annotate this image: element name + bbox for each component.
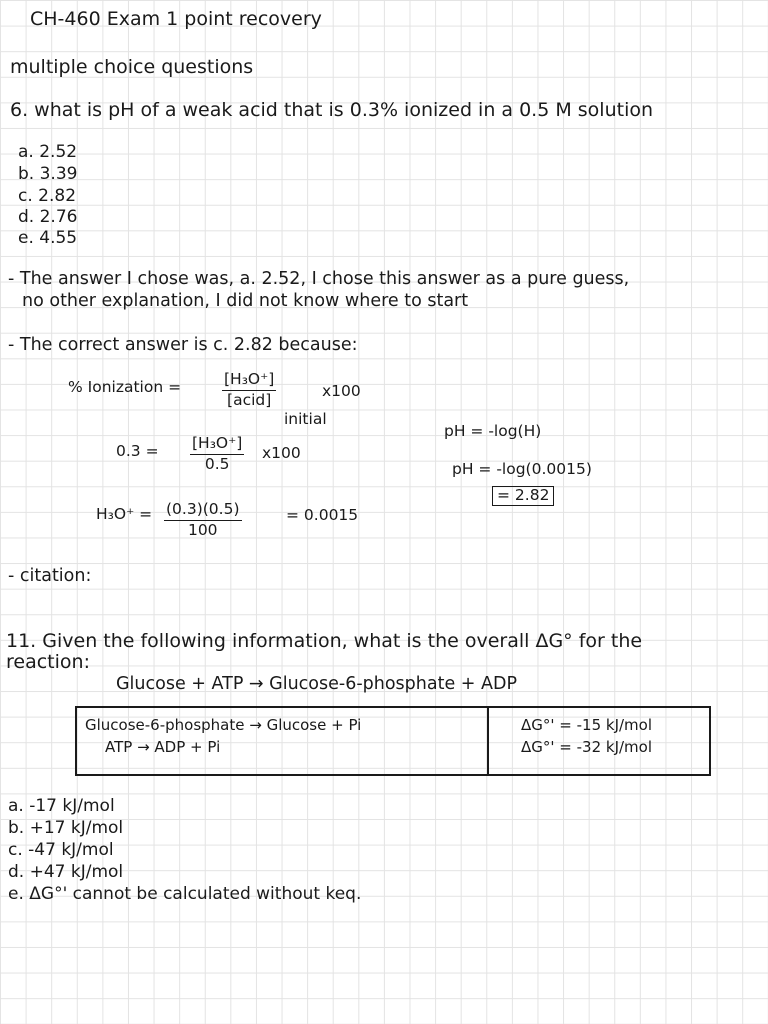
q11-question-line-1: 11. Given the following information, what is the overall ΔG° for the [6, 630, 643, 652]
table-row2-dg: ΔG°' = -32 kJ/mol [521, 738, 653, 756]
q11-option-d: d. +47 kJ/mol [8, 862, 124, 882]
q6-option-a: a. 2.52 [18, 142, 78, 162]
step2-fraction [190, 436, 244, 472]
q11-option-c: c. -47 kJ/mol [8, 840, 114, 860]
step2-denominator: 0.5 [204, 454, 230, 473]
citation-label: - citation: [8, 566, 92, 586]
q6-option-b: b. 3.39 [18, 164, 78, 184]
q6-correct-answer: - The correct answer is c. 2.82 because: [8, 335, 358, 355]
step2-numerator: [H₃O⁺] [190, 436, 244, 455]
step3-numerator: (0.3)(0.5) [164, 502, 242, 521]
table-divider [487, 708, 489, 774]
ionization-initial: initial [284, 410, 327, 428]
table-row1-reaction: Glucose-6-phosphate → Glucose + Pi [85, 716, 362, 734]
q6-chosen-line-2: no other explanation, I did not know where to start [22, 291, 469, 311]
ionization-numerator: [H₃O⁺] [222, 372, 276, 391]
ionization-times: x100 [322, 382, 361, 400]
table-row2-reaction: ATP → ADP + Pi [105, 738, 221, 756]
q6-chosen-line-1: - The answer I chose was, a. 2.52, I chose this answer as a pure guess, [8, 269, 630, 289]
ph-answer-box: = 2.82 [492, 486, 554, 506]
ionization-label: % Ionization = [68, 378, 182, 396]
q11-option-b: b. +17 kJ/mol [8, 818, 124, 838]
page-title: CH-460 Exam 1 point recovery [30, 8, 322, 30]
step3-denominator: 100 [187, 520, 218, 539]
ionization-fraction [222, 372, 276, 408]
ph-formula: pH = -log(H) [444, 422, 542, 440]
ph-calculation: pH = -log(0.0015) [452, 460, 592, 478]
table-row1-dg: ΔG°' = -15 kJ/mol [521, 716, 653, 734]
q11-option-a: a. -17 kJ/mol [8, 796, 115, 816]
ionization-denominator: [acid] [227, 390, 272, 409]
step3-fraction [164, 502, 242, 538]
q11-reaction: Glucose + ATP → Glucose-6-phosphate + ADP [116, 674, 518, 694]
step2-times: x100 [262, 444, 301, 462]
q6-option-d: d. 2.76 [18, 207, 78, 227]
energy-table [75, 706, 711, 776]
q6-option-c: c. 2.82 [18, 186, 77, 206]
q6-option-e: e. 4.55 [18, 228, 78, 248]
step3-result: = 0.0015 [286, 506, 359, 524]
q11-question-line-2: reaction: [6, 651, 90, 673]
section-heading: multiple choice questions [10, 56, 254, 78]
step2-left: 0.3 = [116, 442, 159, 460]
q6-question: 6. what is pH of a weak acid that is 0.3% ionized in a 0.5 M solution [10, 99, 654, 121]
q11-option-e: e. ΔG°' cannot be calculated without keq. [8, 884, 362, 904]
step3-left: H₃O⁺ = [96, 505, 153, 523]
